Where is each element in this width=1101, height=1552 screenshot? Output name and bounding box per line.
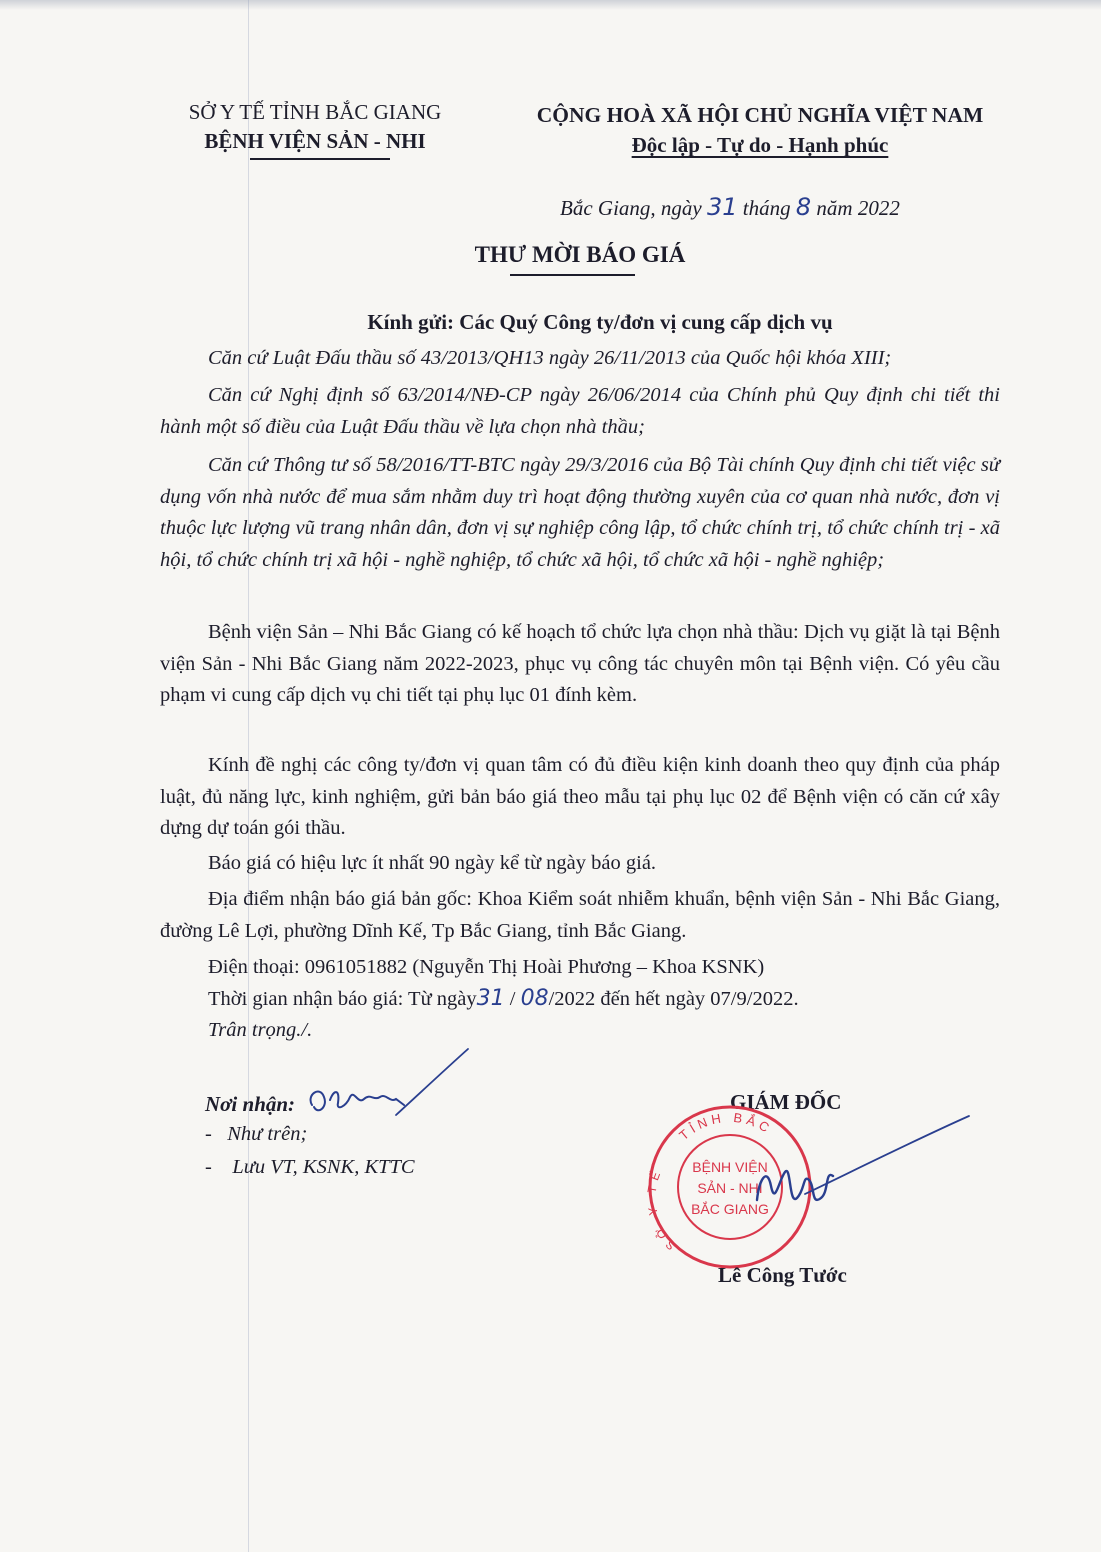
- signer-name: Lê Công Tước: [718, 1263, 847, 1287]
- initials-scribble: [300, 1045, 480, 1145]
- body-address: [160, 884, 1000, 947]
- body-phone: [160, 952, 1000, 984]
- date-line: [560, 193, 900, 221]
- basis-2-text: Căn cứ Nghị định số 63/2014/NĐ-CP ngày 26/06/2014 của Chính phủ Quy định chi tiết thi hành một số điều của Luật Đấu thầu về lựa chọn nhà thầu;: [160, 384, 1000, 438]
- seal-ring-left: SỞ Y TẾ: [645, 1165, 679, 1253]
- recipient-item-text: Lưu VT, KSNK, KTTC: [232, 1156, 415, 1178]
- greeting: Kính gửi: Các Quý Công ty/đơn vị cung cấp dịch vụ: [367, 310, 833, 334]
- title-underline: [510, 274, 635, 276]
- receive-day: 31: [476, 986, 505, 1011]
- recipient-item: - Như trên;: [205, 1123, 308, 1145]
- national-title: CỘNG HOÀ XÃ HỘI CHỦ NGHĨA VIỆT NAM: [536, 103, 984, 127]
- national-motto: Độc lập - Tự do - Hạnh phúc: [631, 133, 889, 157]
- basis-1: [160, 343, 1000, 375]
- date-month-label: tháng: [742, 196, 791, 220]
- director-signature: [745, 1110, 975, 1240]
- closing: Trân trọng./.: [208, 1019, 313, 1041]
- body-phone-text: Điện thoại: 0961051882 (Nguyễn Thị Hoài Phương – Khoa KSNK): [208, 956, 765, 978]
- receive-time-suffix: /2022 đến hết ngày 07/9/2022.: [548, 988, 799, 1010]
- date-year: năm 2022: [816, 196, 900, 220]
- hospital-underline: [250, 158, 390, 160]
- seal-ring-top: TỈNH BẮC: [676, 1109, 776, 1144]
- document-title: THƯ MỜI BÁO GIÁ: [474, 242, 686, 267]
- basis-2: [160, 380, 1000, 443]
- basis-1-text: Căn cứ Luật Đấu thầu số 43/2013/QH13 ngày 26/11/2013 của Quốc hội khóa XIII;: [208, 347, 892, 369]
- body-address-text: Địa điểm nhận báo giá bản gốc: Khoa Kiểm soát nhiễm khuẩn, bệnh viện Sản - Nhi Bắc Giang, đường Lê Lợi, phường Dĩnh Kế, Tp Bắc Giang, tỉnh Bắc Giang.: [160, 888, 1000, 942]
- seal-line-3: BẮC GIANG: [691, 1201, 769, 1217]
- receive-time-prefix: Thời gian nhận báo giá: Từ ngày: [208, 988, 477, 1010]
- receive-month: 08: [520, 986, 549, 1011]
- date-month: 8: [795, 193, 812, 221]
- date-prefix: Bắc Giang, ngày: [560, 196, 702, 220]
- body-request: [160, 750, 1000, 845]
- basis-3: [160, 450, 1000, 576]
- hospital-name: BỆNH VIỆN SẢN - NHI: [204, 129, 426, 153]
- body-plan: [160, 617, 1000, 712]
- signature-title: GIÁM ĐỐC: [730, 1090, 842, 1114]
- receive-time: [208, 986, 799, 1011]
- date-day: 31: [706, 193, 738, 221]
- seal-line-2: SẢN - NHI: [697, 1180, 763, 1196]
- body-validity-text: Báo giá có hiệu lực ít nhất 90 ngày kể từ ngày báo giá.: [208, 852, 657, 874]
- seal-line-1: BỆNH VIỆN: [692, 1159, 768, 1175]
- body-request-text: Kính đề nghị các công ty/đơn vị quan tâm có đủ điều kiện kinh doanh theo quy định của pháp luật, đủ năng lực, kinh nghiệm, gửi bản báo giá theo mẫu tại phụ lục 02 để Bệnh viện có căn cứ xây dựng dự toán gói thầu.: [160, 754, 1000, 839]
- recipient-item: - Lưu VT, KSNK, KTTC: [205, 1156, 415, 1178]
- recipient-item-text: Như trên;: [227, 1123, 308, 1145]
- scan-edge: [0, 0, 1101, 10]
- body-validity: [160, 848, 1000, 880]
- recipients-label: Nơi nhận:: [205, 1092, 296, 1116]
- ministry-name: SỞ Y TẾ TỈNH BẮC GIANG: [188, 100, 442, 124]
- receive-sep: /: [509, 988, 516, 1010]
- body-plan-text: Bệnh viện Sản – Nhi Bắc Giang có kế hoạch tổ chức lựa chọn nhà thầu: Dịch vụ giặt là tại Bệnh viện Sản - Nhi Bắc Giang năm 2022-2023, phục vụ công tác chuyên môn tại Bệnh viện. Có yêu cầu phạm vi cung cấp dịch vụ chi tiết tại phụ lục 01 đính kèm.: [160, 621, 1000, 706]
- basis-3-text: Căn cứ Thông tư số 58/2016/TT-BTC ngày 29/3/2016 của Bộ Tài chính Quy định chi tiết việc sử dụng vốn nhà nước để mua sắm nhằm duy trì hoạt động thường xuyên của cơ quan nhà nước, đơn vị thuộc lực lượng vũ trang nhân dân, đơn vị sự nghiệp công lập, tổ chức chính trị, tổ chức chính trị - xã hội, tổ chức chính trị xã hội - nghề nghiệp, tổ chức xã hội, tổ chức xã hội - nghề nghiệp;: [160, 454, 1000, 571]
